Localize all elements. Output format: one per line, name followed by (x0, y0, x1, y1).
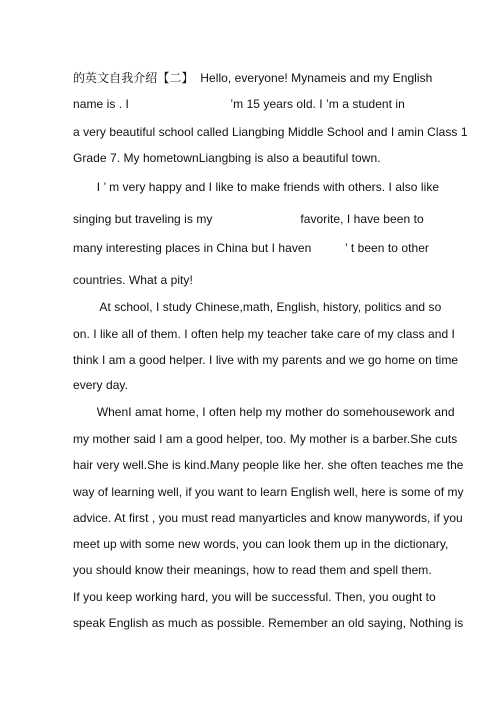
text-line-17: advice. At first , you must read manyarticles and know manywords, if you (73, 511, 463, 525)
text-line-21: speak English as much as possible. Remember an old saying, Nothing is (73, 616, 464, 630)
text-line-4: Grade 7. My hometownLiangbing is also a beautiful town. (73, 151, 381, 165)
text-line-1 (73, 71, 432, 85)
text-line-9: At school, I study Chinese,math, English, history, politics and so (73, 300, 442, 314)
document-title: 的英文自我介绍【二】 (73, 71, 194, 85)
text-line-16: way of learning well, if you want to learn English well, here is some of my (73, 485, 464, 499)
text-line-15: hair very well.She is kind.Many people like her. she often teaches me the (73, 458, 464, 472)
text-line-18: meet up with some new words, you can look them up in the dictionary, (73, 537, 449, 551)
text-line-5: I ’ m very happy and I like to make friends with others. I also like (73, 180, 440, 194)
text-line-12: every day. (73, 378, 128, 392)
text-line-3: a very beautiful school called Liangbing Middle School and I amin Class 1 (73, 125, 468, 139)
text-line-14: my mother said I am a good helper, too. My mother is a barber.She cuts (73, 432, 458, 446)
text-line-13: WhenI amat home, I often help my mother do somehousework and (73, 405, 455, 419)
text-line-7: many interesting places in China but I haven ’ t been to other (73, 241, 429, 255)
text-line-10: on. I like all of them. I often help my teacher take care of my class and I (73, 327, 455, 341)
text-line-11: think I am a good helper. I live with my parents and we go home on time (73, 353, 459, 367)
text-line-19: you should know their meanings, how to read them and spell them. (73, 563, 432, 577)
text-line-8: countries. What a pity! (73, 273, 193, 287)
text-line-2: name is . I ’m 15 years old. I ’m a student in (73, 97, 405, 111)
text-line-6: singing but traveling is my favorite, I have been to (73, 212, 424, 226)
text-line-20: If you keep working hard, you will be successful. Then, you ought to (73, 590, 436, 604)
intro-greeting: Hello, everyone! Mynameis and my English (193, 71, 433, 85)
